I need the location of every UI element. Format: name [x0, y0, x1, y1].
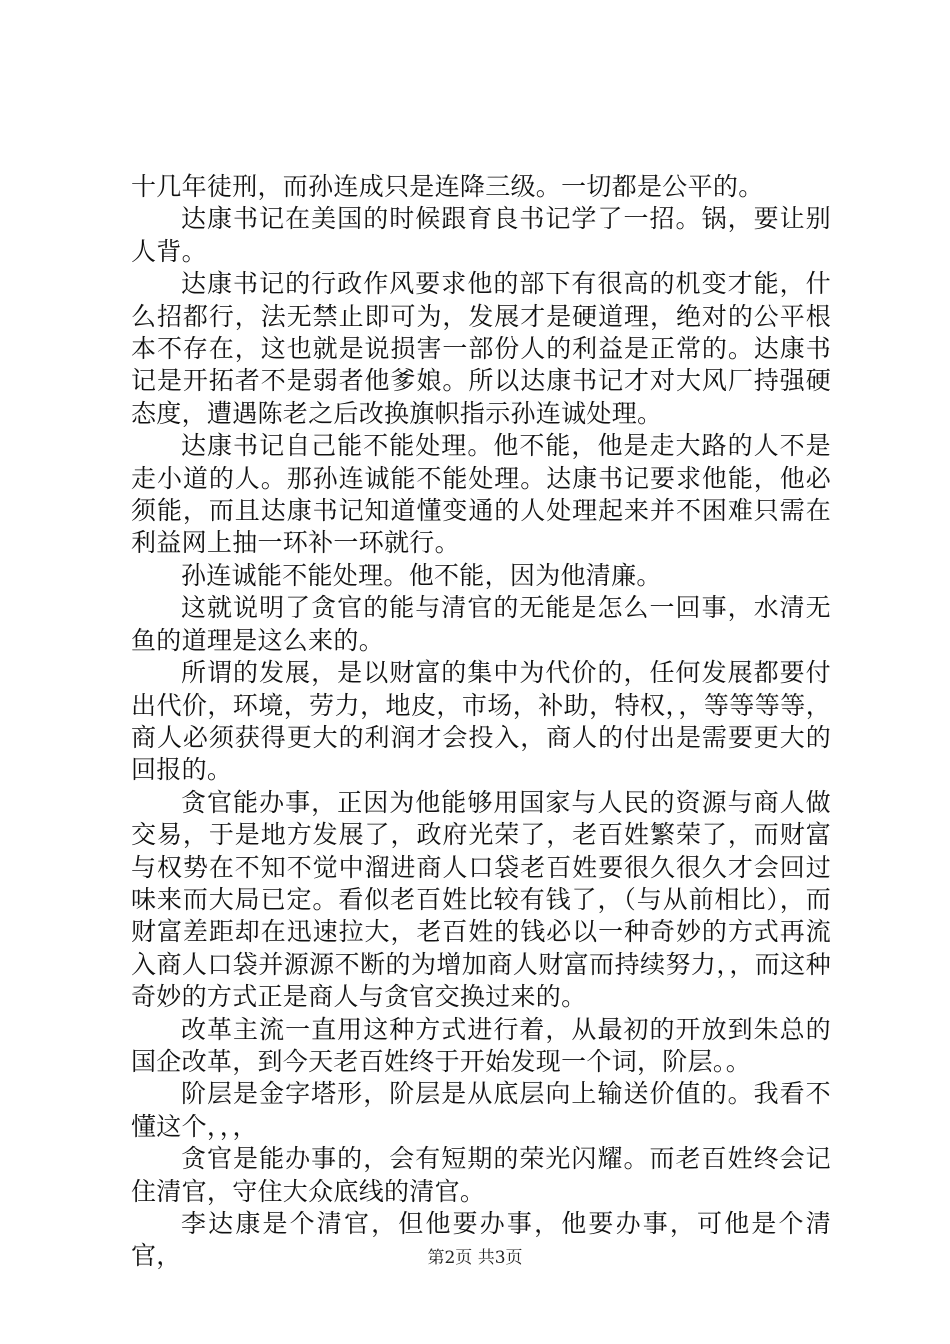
paragraph: 达康书记自己能不能处理。他不能，他是走大路的人不是走小道的人。那孙连诚能不能处理。达康书记要求他能，他必须能，而且达康书记知道懂变通的人处理起来并不困难只需在利益网上抽一环补一环就行。 — [131, 431, 831, 558]
paragraph: 这就说明了贪官的能与清官的无能是怎么一回事，水清无鱼的道理是这么来的。 — [131, 593, 831, 655]
paragraph: 阶层是金字塔形，阶层是从底层向上输送价值的。我看不懂这个，，， — [131, 1079, 831, 1141]
document-body — [131, 171, 831, 1273]
paragraph-continuation: 十几年徒刑，而孙连成只是连降三级。一切都是公平的。 — [131, 172, 764, 201]
paragraph: 贪官是能办事的，会有短期的荣光闪耀。而老百姓终会记住清官，守住大众底线的清官。 — [131, 1144, 831, 1206]
paragraph: 李达康是个清官，但他要办事，他要办事，可他是个清官， — [131, 1209, 831, 1271]
paragraph: 孙连诚能不能处理。他不能，因为他清廉。 — [181, 560, 662, 590]
paragraph: 贪官能办事，正因为他能够用国家与人民的资源与商人做交易，于是地方发展了，政府光荣了，老百姓繁荣了，而财富与权势在不知不觉中溜进商人口袋老百姓要很久很久才会回过味来而大局已定。看似老百姓比较有钱了，（与从前相比），而财富差距却在迅速拉大，老百姓的钱必以一种奇妙的方式再流入商人口袋并源源不断的为增加商人财富而持续努力，，而这种奇妙的方式正是商人与贪官交换过来的。 — [131, 787, 831, 1012]
paragraph: 改革主流一直用这种方式进行着，从最初的开放到朱总的国企改革，到今天老百姓终于开始发现一个词，阶层。。 — [131, 1014, 831, 1076]
page-number-footer: 第2页 共3页 — [427, 1248, 523, 1268]
paragraph: 达康书记在美国的时候跟育良书记学了一招。锅，要让别人背。 — [131, 204, 831, 266]
paragraph: 所谓的发展，是以财富的集中为代价的，任何发展都要付出代价，环境，劳力，地皮，市场，补助，特权，，等等等等，商人必须获得更大的利润才会投入，商人的付出是需要更大的回报的。 — [131, 658, 831, 785]
paragraph: 达康书记的行政作风要求他的部下有很高的机变才能，什么招都行，法无禁止即可为，发展才是硬道理，绝对的公平根本不存在，这也就是说损害一部份人的利益是正常的。达康书记是开拓者不是弱者他爹娘。所以达康书记才对大风厂持强硬态度，遭遇陈老之后改换旗帜指示孙连诚处理。 — [131, 269, 831, 428]
